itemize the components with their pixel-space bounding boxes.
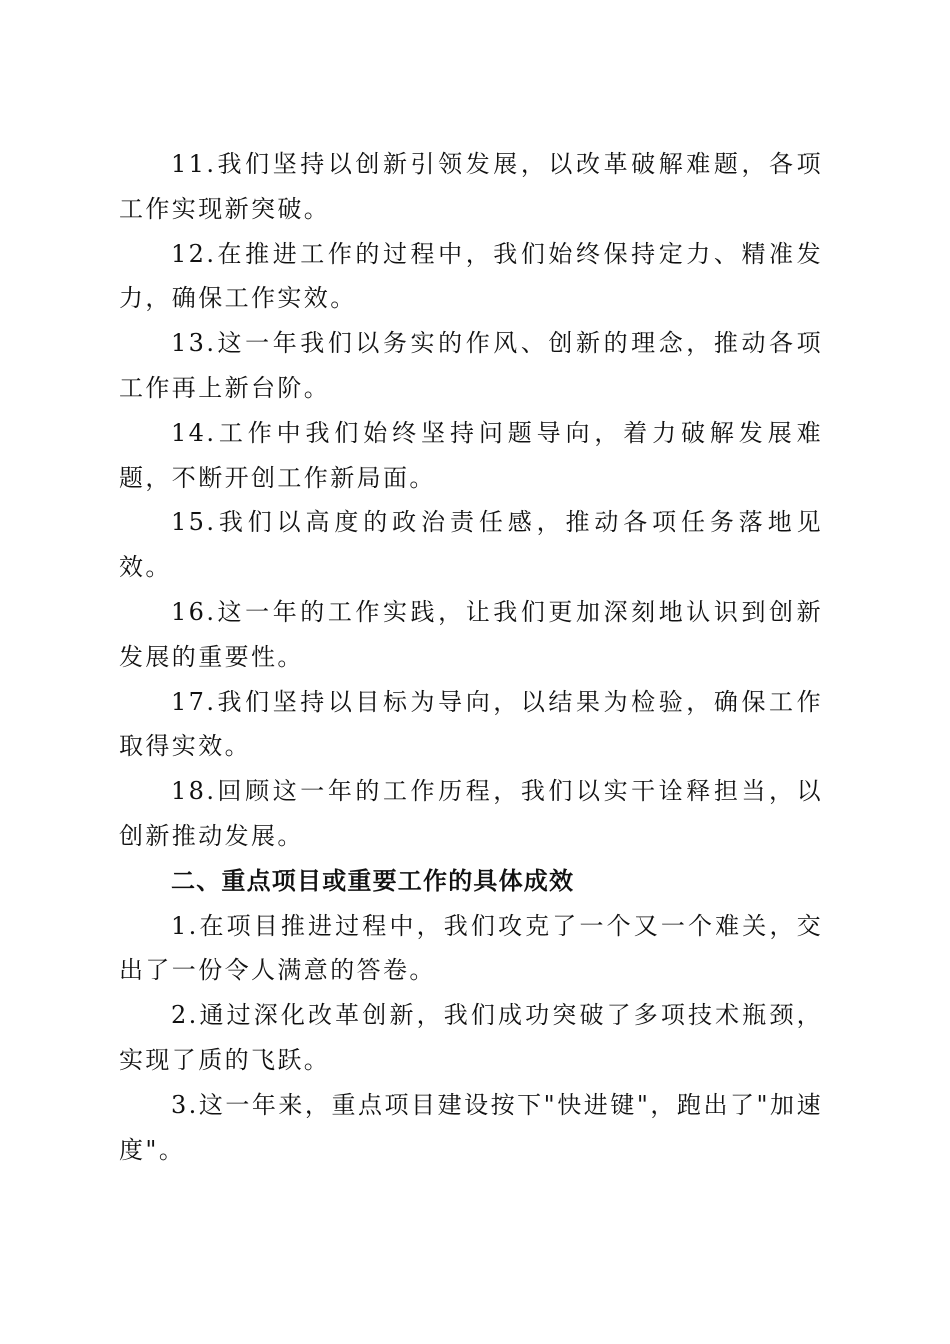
- paragraph-1: 1.在项目推进过程中，我们攻克了一个又一个难关，交出了一份令人满意的答卷。: [119, 911, 823, 985]
- paragraph-16: 16.这一年的工作实践，让我们更加深刻地认识到创新发展的重要性。: [119, 597, 823, 671]
- paragraph-15: 15.我们以高度的政治责任感，推动各项任务落地见效。: [119, 508, 823, 582]
- paragraph-11: 11.我们坚持以创新引领发展，以改革破解难题，各项工作实现新突破。: [119, 150, 823, 223]
- paragraph-13: 13.这一年我们以务实的作风、创新的理念，推动各项工作再上新台阶。: [119, 329, 823, 402]
- paragraph-14: 14.工作中我们始终坚持问题导向，着力破解发展难题，不断开创工作新局面。: [119, 418, 823, 492]
- paragraph-17: 17.我们坚持以目标为导向，以结果为检验，确保工作取得实效。: [119, 687, 823, 761]
- paragraph-3: 3.这一年来，重点项目建设按下"快进键"，跑出了"加速度"。: [119, 1090, 823, 1164]
- paragraph-2: 2.通过深化改革创新，我们成功突破了多项技术瓶颈，实现了质的飞跃。: [119, 1001, 823, 1074]
- paragraph-12: 12.在推进工作的过程中，我们始终保持定力、精准发力，确保工作实效。: [119, 239, 823, 313]
- section-heading: 二、重点项目或重要工作的具体成效: [171, 866, 575, 895]
- document-body: [119, 142, 823, 1172]
- paragraph-18: 18.回顾这一年的工作历程，我们以实干诠释担当，以创新推动发展。: [119, 777, 823, 850]
